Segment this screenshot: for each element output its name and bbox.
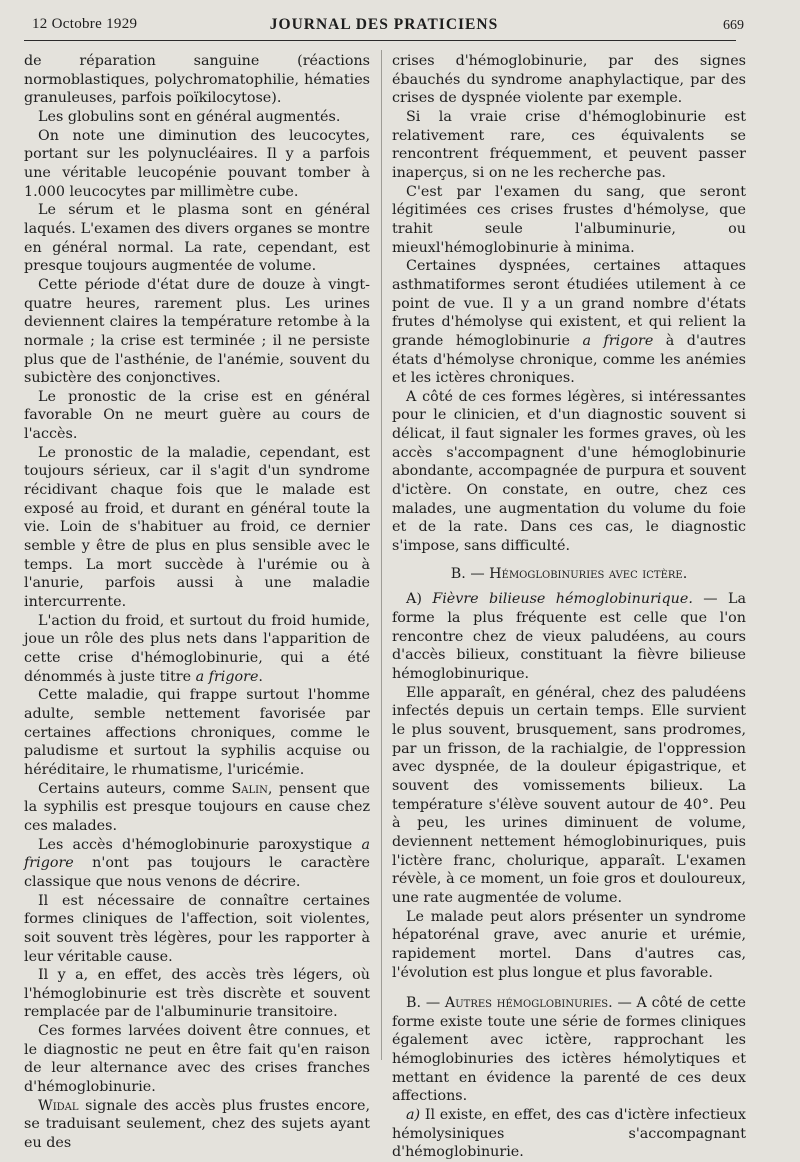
paragraph — [392, 994, 746, 1106]
paragraph: Il est nécessaire de connaître certaines formes cliniques de l'affection, soit violentes, soit souvent très légères, pour les rapporter à leur véritable cause. — [24, 892, 370, 965]
paragraph: Les globulins sont en général augmentés. — [38, 108, 341, 125]
text-run: n'ont pas toujours le caractère classique que nous venons de décrire. — [24, 855, 370, 890]
paragraph: Ces formes larvées doivent être connues, et le diagnostic ne peut en être fait qu'en raison de leur alternance avec des crises franches d'hémoglobinurie. — [24, 1023, 370, 1096]
paragraph: Le sérum et le plasma sont en général laqués. L'examen des divers organes se montre en général normal. La rate, cependant, est presque toujours augmentée de volume. — [24, 202, 370, 275]
page-number: 669 — [723, 18, 744, 33]
text-run: à d'autres états d'hémolyse chronique, comme les anémies et les ictères chroniques. — [392, 332, 746, 387]
text-run: , pensent que la syphilis est presque toujours en cause chez ces malades. — [24, 780, 370, 834]
paragraph — [24, 612, 370, 687]
paragraph — [392, 257, 746, 388]
text-run: . — [258, 668, 263, 685]
paragraph: On note une diminution des leucocytes, portant sur les polynucléaires. Il y a parfois une véritable leucopénie pouvant tomber à 1.000 leucocytes par millimètre cube. — [24, 127, 370, 200]
paragraph: de réparation sanguine (réactions normoblastiques, polychromatophilie, hématies granuleuses, parfois poïkilocytose). — [24, 53, 370, 107]
list-label: a) — [406, 1107, 421, 1124]
italic-term: a frigore — [195, 668, 259, 685]
text-run: Il existe, en effet, des cas d'ictère infectieux hémolysiniques s'accompagnant d'hémoglobinurie. — [392, 1107, 746, 1161]
paragraph: C'est par l'examen du sang, que seront légitimées ces crises frustes d'hémolyse, que trahit seule l'albuminurie, ou mieuxl'hémoglobinurie à minima. — [392, 183, 746, 256]
text-run: signale des accès plus frustes encore, se traduisant seulement, chez des sujets ayant eu des — [24, 1097, 370, 1152]
paragraph: Le malade peut alors présenter un syndrome hépatorénal grave, avec anurie et urémie, rapidement mortel. Dans d'autres cas, l'évolution est plus longue et plus favorable. — [392, 908, 746, 981]
paragraph: Elle apparaît, en général, chez des paludéens infectés depuis un certain temps. Elle survient le plus souvent, brusquement, sans prodromes, par un frisson, de la rachialgie, de l'oppression avec dyspnée, de la douleur épigastrique, et souvent des vomissements bilieux. La température s'élève souvent autour de 40°. Peu à peu, les urines diminuent de volume, deviennent nettement hémoglobinuriques, puis l'ictère franc, cholurique, apparaît. L'examen révèle, à ce moment, un foie gros et douloureux, une rate augmentée de volume. — [392, 684, 746, 906]
section-label: B. — — [406, 995, 445, 1012]
issue-date: 12 Octobre 1929 — [32, 16, 138, 32]
text-run: Certains auteurs, comme — [38, 780, 232, 797]
journal-title: JOURNAL DES PRATICIENS — [269, 16, 499, 33]
header-rule — [24, 40, 736, 41]
subsection-label: A) — [406, 591, 433, 608]
paragraph: Cette maladie, qui frappe surtout l'homme adulte, semble nettement favorisée par certaines affections chroniques, comme le paludisme et surtout la syphilis acquise ou héréditaire, le rhumatisme, l'uricémie. — [24, 687, 370, 778]
running-header — [24, 14, 744, 40]
italic-term: a frigore — [24, 836, 370, 872]
paragraph: Le pronostic de la crise est en général favorable On ne meurt guère au cours de l'accès. — [24, 388, 370, 443]
text-run: — A côté de cette forme existe toute une série de formes cliniques également avec ictère, rapprochant les hémoglobinuries des ictères hémolytiques et mettant en évidence la parenté de ces deux affections. — [392, 995, 747, 1105]
column-divider — [381, 50, 382, 1060]
section-gap — [392, 982, 746, 994]
text-run: — La forme la plus fréquente est celle que l'on rencontre chez de vieux paludéens, au cours d'accès bilieux, constituant la fièvre bilieuse hémoglobinurique. — [392, 591, 747, 682]
paragraph: Le pronostic de la maladie, cependant, est toujours sérieux, car il s'agit d'un syndrome récidivant chaque fois que le malade est exposé au froid, et durant en général toute la vie. Loin de s'habituer au froid, ce dernier semble y être de plus en plus sensible avec le temps. La mort succède à l'urémie ou à l'anurie, parfois aussi à une maladie intercurrente. — [24, 444, 370, 611]
left-column — [24, 52, 370, 1153]
author-name: Widal — [38, 1097, 79, 1114]
text-run: Certaines dyspnées, certaines attaques asthmatiformes seront étudiées utilement à ce point de vue. Il y a un grand nombre d'états frutes d'hémolyse qui existent, et qui relient la grande hémoglobinurie — [392, 258, 746, 349]
section-title: Autres hémoglobinuries. — [444, 995, 613, 1012]
text-run: L'action du froid, et surtout du froid humide, joue un rôle des plus nets dans l'apparition de cette crise d'hémoglobinurie, qui a été dénommés à juste titre — [24, 612, 370, 685]
paragraph — [24, 836, 370, 892]
paragraph — [392, 1106, 746, 1162]
paragraph — [24, 1097, 370, 1153]
italic-term: a frigore — [582, 332, 654, 349]
paragraph: A côté de ces formes légères, si intéressantes pour le clinicien, et d'un diagnostic souvent si délicat, il faut signaler les formes graves, où les accès s'accompagnent d'une hémoglobinurie abondante, accompagnée de purpura et souvent d'ictère. On constate, en outre, chez ces malades, une augmentation du volume du foie et de la rate. Dans ces cas, le diagnostic s'impose, sans difficulté. — [392, 388, 746, 555]
right-column — [392, 52, 746, 1162]
subsection-title: Fièvre bilieuse hémoglobinurique. — [432, 591, 693, 608]
paragraph: Si la vraie crise d'hémoglobinurie est relativement rare, ces équivalents se rencontrent fréquemment, et peuvent passer inaperçus, si on ne les recherche pas. — [392, 108, 746, 181]
author-name: Salin — [231, 780, 268, 797]
section-heading: B. — Hémoglobinuries avec ictère. — [450, 565, 688, 582]
paragraph: Il y a, en effet, des accès très légers, où l'hémoglobinurie est très discrète et souvent remplacée par de l'albuminurie transitoire. — [24, 967, 370, 1021]
text-run: Les accès d'hémoglobinurie paroxystique — [38, 836, 362, 853]
paragraph — [392, 590, 746, 683]
paragraph — [24, 780, 370, 836]
paragraph: crises d'hémoglobinurie, par des signes ébauchés du syndrome anaphylactique, par des crises de dyspnée violente par exemple. — [392, 53, 746, 107]
paragraph: Cette période d'état dure de douze à vingt-quatre heures, rarement plus. Les urines deviennent claires la température retombe à la normale ; la crise est terminée ; il ne persiste plus que de l'asthénie, de l'anémie, souvent du subictère des conjonctives. — [24, 276, 370, 387]
